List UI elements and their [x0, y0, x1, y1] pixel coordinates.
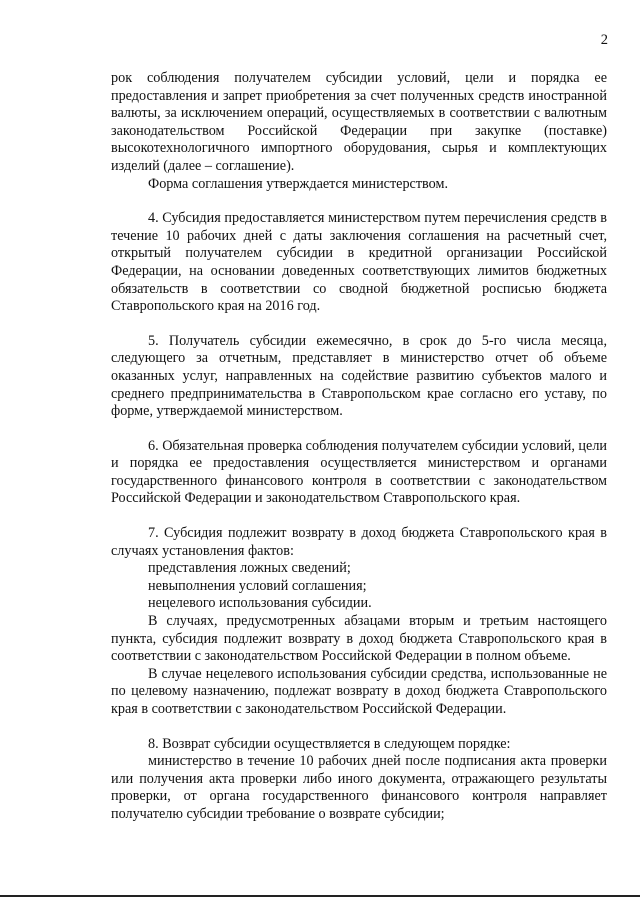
page-number: 2: [600, 32, 608, 48]
paragraph-gap: [111, 316, 607, 333]
paragraph-intro-continuation: рок соблюдения получателем субсидии условий, цели и порядка ее предоставления и запрет приобретения за счет полученных средств иностранной валюты, за исключением операций, осуществляемых в соответствии с валютным законодательством Российской Федерации при закупке (поставке) высокотехнологичного импортного оборудования, сырья и комплектующих изделий (далее – соглашение).: [111, 70, 607, 174]
paragraph-item-7-misuse: В случае нецелевого использования субсидии средства, использованные не по целевому назначению, подлежат возврату в доход бюджета Ставропольского края в соответствии с законодательством Российской Федерации.: [111, 665, 607, 717]
paragraph-gap: [111, 421, 607, 438]
list-item: представления ложных сведений;: [148, 560, 351, 577]
paragraph-agreement-form: Форма соглашения утверждается министерством.: [148, 175, 449, 192]
paragraph-item-5: 5. Получатель субсидии ежемесячно, в срок до 5-го числа месяца, следующего за отчетным, представляет в министерство отчет об объеме оказанных услуг, направленных на содействие развитию субъектов малого и среднего предпринимательства в Ставропольском крае согласно его уставу, по форме, утверждаемой министерством.: [111, 332, 607, 420]
paragraph-gap: [111, 193, 607, 210]
paragraph-item-7: 7. Субсидия подлежит возврату в доход бюджета Ставропольского края в случаях установления фактов:: [111, 525, 607, 559]
list-item: нецелевого использования субсидии.: [148, 595, 372, 612]
paragraph-item-7-cases: В случаях, предусмотренных абзацами вторым и третьим настоящего пункта, субсидия подлежит возврату в доход бюджета Ставропольского края в соответствии с законодательством Российской Федерации в полном объеме.: [111, 613, 607, 665]
document-body: [111, 70, 607, 824]
paragraph-item-6: 6. Обязательная проверка соблюдения получателем субсидии условий, цели и порядка ее предоставления осуществляется министерством и органами государственного финансового контроля в соответствии с законодательством Российской Федерации и законодательством Ставропольского края.: [111, 437, 607, 507]
page-bottom-border: [0, 895, 640, 897]
paragraph-gap: [111, 508, 607, 525]
list-item: невыполнения условий соглашения;: [148, 577, 367, 594]
paragraph-gap: [111, 719, 607, 736]
paragraph-item-8-procedure: министерство в течение 10 рабочих дней после подписания акта проверки или получения акта проверки либо иного документа, отражающего результаты проверки, от органа государственного финансового контроля направляет получателю субсидии требование о возврате субсидии;: [111, 753, 607, 822]
paragraph-item-8: 8. Возврат субсидии осуществляется в следующем порядке:: [148, 735, 511, 752]
paragraph-item-4: 4. Субсидия предоставляется министерством путем перечисления средств в течение 10 рабочих дней с даты заключения соглашения на расчетный счет, открытый получателем субсидии в кредитной организации Российской Федерации, на основании доведенных соответствующих лимитов бюджетных обязательств в соответствии со сводной бюджетной росписью бюджета Ставропольского края на 2016 год.: [111, 210, 607, 315]
